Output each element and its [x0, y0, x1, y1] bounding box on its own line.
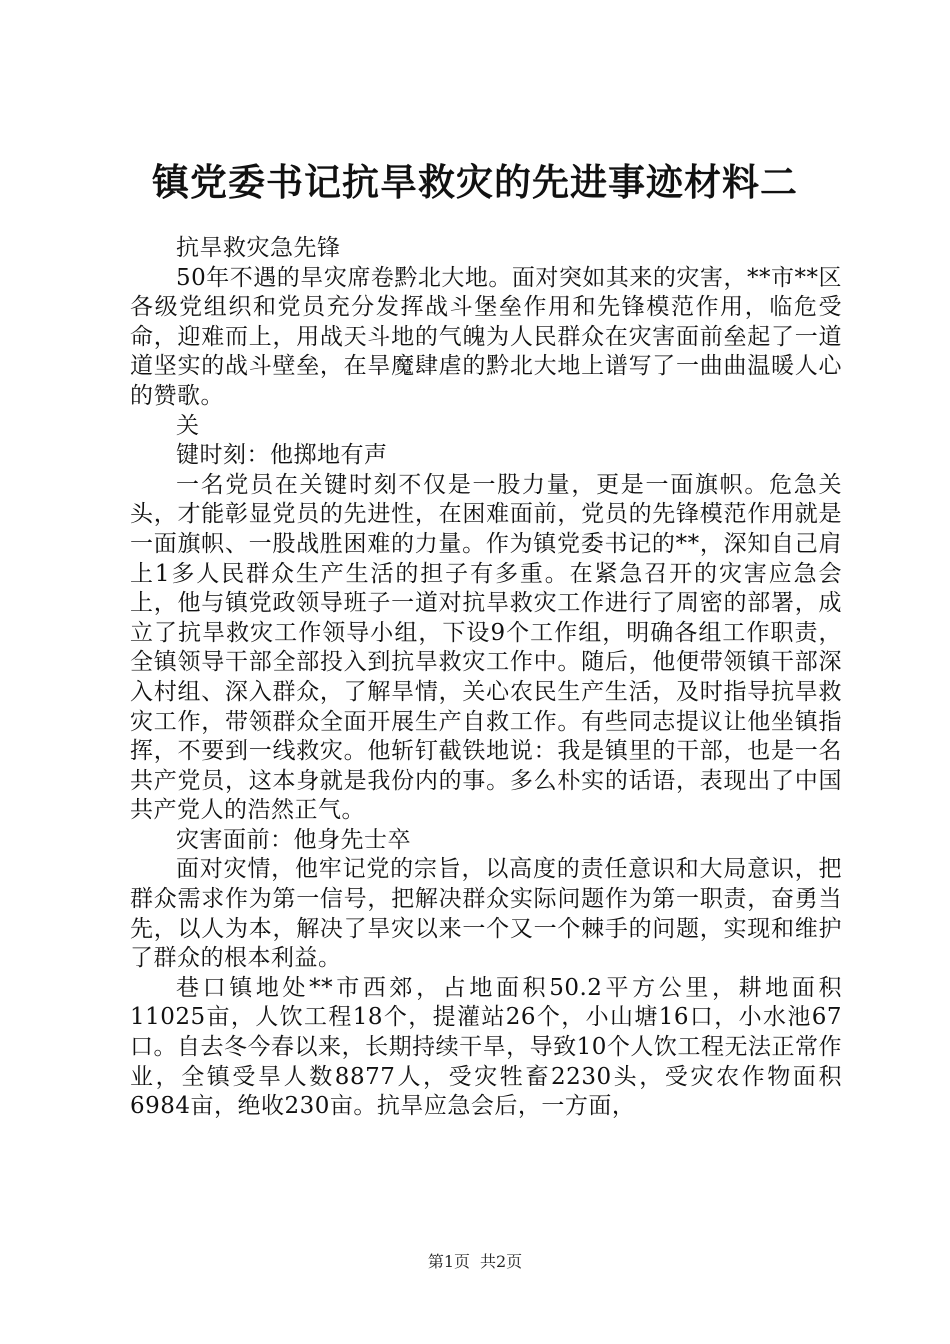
paragraph: 巷口镇地处**市西郊，占地面积50.2平方公里，耕地面积11025亩，人饮工程18个，提灌站26个，小山塘16口，小水池67口。自去冬今春以来，长期持续干旱，导致10个人饮工程无法正常作业，全镇受旱人数8877人，受灾牲畜2230头，受灾农作物面积6984亩，绝收230亩。抗旱应急会后，一方面， — [130, 974, 842, 1120]
section-heading: 灾害面前：他身先士卒 — [176, 826, 411, 853]
page-footer — [0, 1252, 950, 1272]
section-heading-fragment: 关 — [176, 412, 200, 439]
page-total: 共2页 — [480, 1252, 523, 1271]
paragraph: 50年不遇的旱灾席卷黔北大地。面对突如其来的灾害，**市**区各级党组织和党员充分发挥战斗堡垒作用和先锋模范作用，临危受命，迎难而上，用战天斗地的气魄为人民群众在灾害面前垒起了一道道坚实的战斗壁垒，在旱魔肆虐的黔北大地上谱写了一曲曲温暖人心的赞歌。 — [130, 264, 842, 409]
section-heading: 键时刻：他掷地有声 — [176, 442, 388, 469]
page-number: 第1页 — [427, 1252, 470, 1271]
paragraph: 一名党员在关键时刻不仅是一股力量，更是一面旗帜。危急关头，才能彰显党员的先进性，在困难面前，党员的先锋模范作用就是一面旗帜、一股战胜困难的力量。作为镇党委书记的**，深知自己肩上1多人民群众生产生活的担子有多重。在紧急召开的灾害应急会上，他与镇党政领导班子一道对抗旱救灾工作进行了周密的部署，成立了抗旱救灾工作领导小组，下设9个工作组，明确各组工作职责，全镇领导干部全部投入到抗旱救灾工作中。随后，他便带领镇干部深入村组、深入群众，了解旱情，关心农民生产生活，及时指导抗旱救灾工作，带领群众全面开展生产自救工作。有些同志提议让他坐镇指挥，不要到一线救灾。他斩钉截铁地说：我是镇里的干部，也是一名共产党员，这本身就是我份内的事。多么朴实的话语，表现出了中国共产党人的浩然正气。 — [130, 471, 842, 824]
document-title: 镇党委书记抗旱救灾的先进事迹材料二 — [152, 160, 798, 204]
document-body — [130, 234, 842, 1122]
section-heading: 抗旱救灾急先锋 — [176, 235, 341, 261]
paragraph: 面对灾情，他牢记党的宗旨，以高度的责任意识和大局意识，把群众需求作为第一信号，把解决群众实际问题作为第一职责，奋勇当先，以人为本，解决了旱灾以来一个又一个棘手的问题，实现和维护了群众的根本利益。 — [130, 856, 842, 972]
